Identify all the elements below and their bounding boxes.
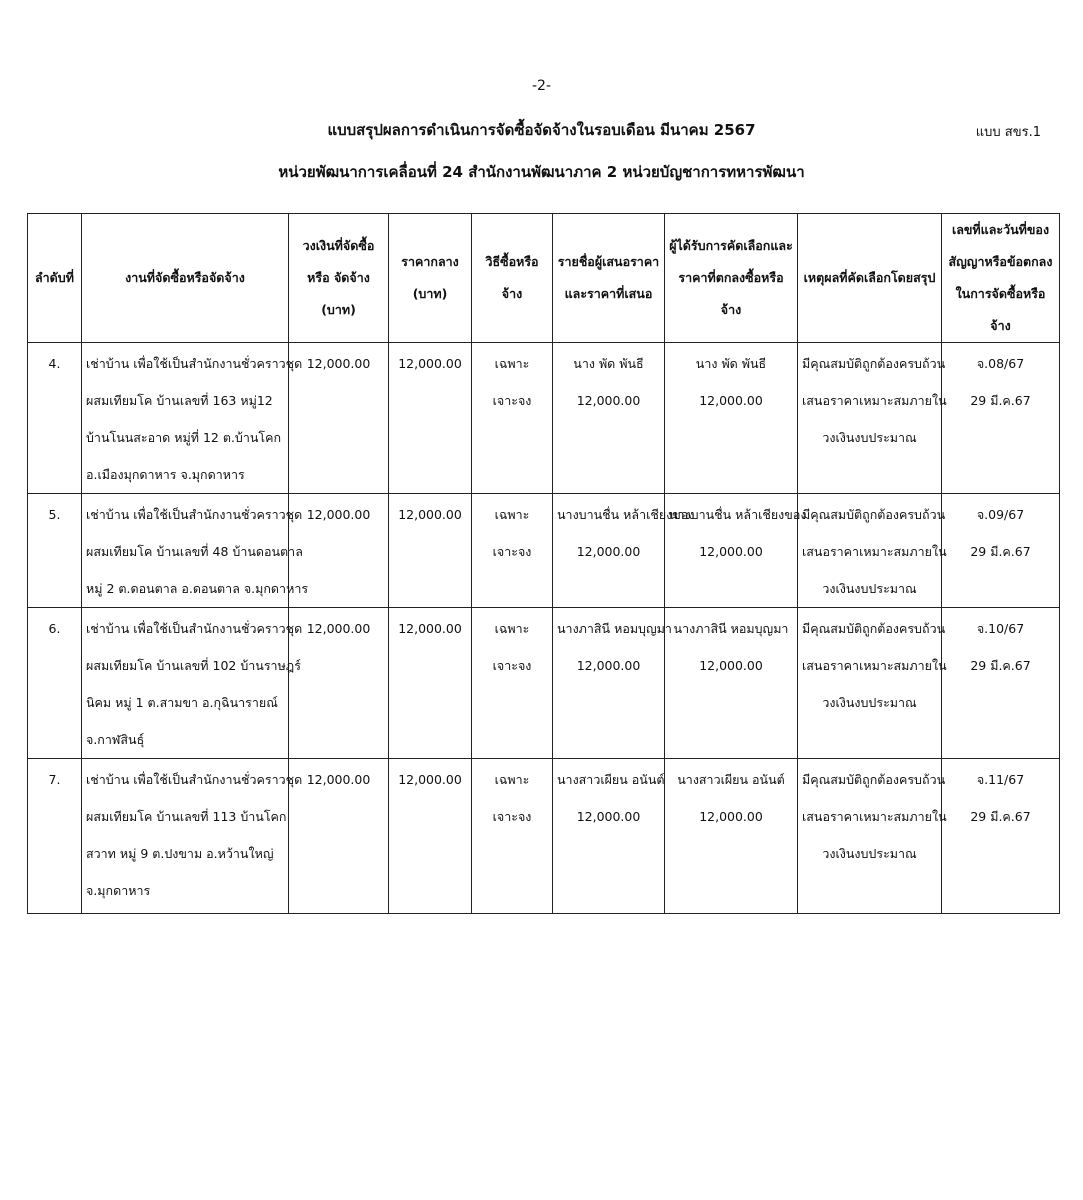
- row-number: 6.: [28, 608, 82, 759]
- table-row: [28, 608, 1060, 759]
- reason-line: วงเงินงบประมาณ: [822, 846, 917, 861]
- work-line: ผสมเทียมโค บ้านเลขที่ 102 บ้านราษฎร์: [86, 658, 301, 673]
- winner-cell: [665, 759, 798, 914]
- winner-cell: [665, 343, 798, 494]
- winner-cell: [665, 608, 798, 759]
- header-winner: ผู้ได้รับการคัดเลือกและ ราคาที่ตกลงซื้อหรือจ้าง: [665, 214, 798, 343]
- budget-value: 12,000.00: [289, 494, 389, 608]
- work-description: [82, 608, 303, 759]
- bidder-name: นางภาสินี หอมบุญมา: [557, 621, 672, 636]
- reason-line: มีคุณสมบัติถูกต้องครบถ้วน: [802, 772, 946, 787]
- reason-line: เสนอราคาเหมาะสมภายใน: [802, 544, 947, 559]
- reason-line: มีคุณสมบัติถูกต้องครบถ้วน: [802, 356, 946, 371]
- header-bidders: รายชื่อผู้เสนอราคา และราคาที่เสนอ: [553, 214, 665, 343]
- method-value: เฉพาะเจาะจง: [472, 608, 553, 759]
- contract-date: 29 มี.ค.67: [970, 544, 1031, 559]
- bidder-price: 12,000.00: [576, 809, 641, 824]
- bidder-cell: [553, 494, 695, 608]
- header-budget: วงเงินที่จัดซื้อหรือ จัดจ้าง (บาท): [289, 214, 389, 343]
- contract-number: จ.08/67: [976, 356, 1025, 371]
- work-line: ผสมเทียมโค บ้านเลขที่ 48 บ้านดอนตาล: [86, 544, 303, 559]
- reason-line: มีคุณสมบัติถูกต้องครบถ้วน: [802, 507, 946, 522]
- reason-line: เสนอราคาเหมาะสมภายใน: [802, 393, 947, 408]
- contract-cell: [942, 608, 1060, 759]
- work-line: บ้านโนนสะอาด หมู่ที่ 12 ต.บ้านโคก: [86, 430, 282, 445]
- bidder-cell: [553, 608, 672, 759]
- reason-line: วงเงินงบประมาณ: [822, 430, 917, 445]
- header-reason: เหตุผลที่คัดเลือกโดยสรุป: [798, 214, 942, 343]
- work-line: เช่าบ้าน เพื่อใช้เป็นสำนักงานชั่วคราวชุด: [86, 507, 303, 522]
- method-value: เฉพาะเจาะจง: [472, 759, 553, 914]
- reason-cell: [798, 608, 947, 759]
- winner-name: นางสาวเผียน อนันต์: [677, 772, 785, 787]
- header-sequence: ลำดับที่: [28, 214, 82, 343]
- header-contract: เลขที่และวันที่ของ สัญญาหรือข้อตกลง ในการจัดซื้อหรือจ้าง: [942, 214, 1060, 343]
- contract-cell: [942, 759, 1060, 914]
- bidder-cell: [553, 343, 665, 494]
- contract-number: จ.10/67: [976, 621, 1025, 636]
- row-number: 4.: [28, 343, 82, 494]
- work-line: เช่าบ้าน เพื่อใช้เป็นสำนักงานชั่วคราวชุด: [86, 356, 303, 371]
- work-line: หมู่ 2 ต.ดอนตาล อ.ดอนตาล จ.มุกดาหาร: [86, 581, 309, 596]
- method-value: เฉพาะเจาะจง: [472, 343, 553, 494]
- row-number: 5.: [28, 494, 82, 608]
- reason-line: วงเงินงบประมาณ: [822, 581, 917, 596]
- budget-value: 12,000.00: [289, 608, 389, 759]
- work-description: [82, 759, 303, 914]
- bidder-cell: [553, 759, 665, 914]
- procurement-summary-table: [27, 213, 1060, 914]
- winner-name: นางบานชื่น หล้าเชียงของ: [669, 507, 807, 522]
- form-code: แบบ สขร.1: [975, 125, 1041, 140]
- work-line: ผสมเทียมโค บ้านเลขที่ 113 บ้านโคก: [86, 809, 287, 824]
- document-title: แบบสรุปผลการดำเนินการจัดซื้อจัดจ้างในรอบเดือน มีนาคม 2567: [327, 121, 756, 139]
- winner-price: 12,000.00: [699, 658, 763, 673]
- contract-date: 29 มี.ค.67: [970, 809, 1031, 824]
- winner-name: นาง พัด พันธี: [695, 356, 767, 371]
- reason-line: เสนอราคาเหมาะสมภายใน: [802, 658, 947, 673]
- reason-cell: [798, 343, 947, 494]
- bidder-name: นางบานชื่น หล้าเชียงของ: [557, 507, 695, 522]
- winner-name: นางภาสินี หอมบุญมา: [673, 621, 789, 636]
- header-median-price: ราคากลาง (บาท): [389, 214, 472, 343]
- reason-cell: [798, 494, 947, 608]
- work-line: จ.กาฬสินธุ์: [86, 732, 145, 747]
- reason-line: เสนอราคาเหมาะสมภายใน: [802, 809, 947, 824]
- contract-date: 29 มี.ค.67: [970, 393, 1031, 408]
- table-row: [28, 494, 1060, 608]
- bidder-name: นาง พัด พันธี: [573, 356, 644, 371]
- work-description: [82, 494, 309, 608]
- winner-price: 12,000.00: [699, 393, 763, 408]
- budget-value: 12,000.00: [289, 343, 389, 494]
- contract-cell: [942, 343, 1060, 494]
- winner-cell: [665, 494, 807, 608]
- work-line: เช่าบ้าน เพื่อใช้เป็นสำนักงานชั่วคราวชุด: [86, 621, 303, 636]
- winner-price: 12,000.00: [699, 809, 763, 824]
- contract-date: 29 มี.ค.67: [970, 658, 1031, 673]
- bidder-price: 12,000.00: [576, 393, 641, 408]
- work-description: [82, 343, 303, 494]
- median-price-value: 12,000.00: [389, 608, 472, 759]
- reason-line: วงเงินงบประมาณ: [822, 695, 917, 710]
- work-line: อ.เมืองมุกดาหาร จ.มุกดาหาร: [86, 467, 245, 482]
- row-number: 7.: [28, 759, 82, 914]
- work-line: สวาท หมู่ 9 ต.ปงขาม อ.หว้านใหญ่: [86, 846, 274, 861]
- method-value: เฉพาะเจาะจง: [472, 494, 553, 608]
- work-line: นิคม หมู่ 1 ต.สามขา อ.กุฉินารายณ์: [86, 695, 278, 710]
- contract-number: จ.11/67: [976, 772, 1025, 787]
- winner-price: 12,000.00: [699, 544, 763, 559]
- reason-line: มีคุณสมบัติถูกต้องครบถ้วน: [802, 621, 946, 636]
- contract-number: จ.09/67: [976, 507, 1025, 522]
- bidder-price: 12,000.00: [576, 544, 641, 559]
- table-row: [28, 759, 1060, 914]
- work-line: จ.มุกดาหาร: [86, 883, 151, 898]
- table-row: [28, 343, 1060, 494]
- median-price-value: 12,000.00: [389, 494, 472, 608]
- contract-cell: [942, 494, 1060, 608]
- header-method: วิธีซื้อหรือจ้าง: [472, 214, 553, 343]
- header-work: งานที่จัดซื้อหรือจัดจ้าง: [82, 214, 289, 343]
- table-header-row: [28, 214, 1060, 343]
- document-subtitle: หน่วยพัฒนาการเคลื่อนที่ 24 สำนักงานพัฒนาภาค 2 หน่วยบัญชาการทหารพัฒนา: [278, 163, 805, 181]
- reason-cell: [798, 759, 947, 914]
- budget-value: 12,000.00: [289, 759, 389, 914]
- work-line: ผสมเทียมโค บ้านเลขที่ 163 หมู่12: [86, 393, 273, 408]
- median-price-value: 12,000.00: [389, 759, 472, 914]
- bidder-name: นางสาวเผียน อนันต์: [557, 772, 665, 787]
- page-number: -2-: [531, 78, 551, 94]
- median-price-value: 12,000.00: [389, 343, 472, 494]
- bidder-price: 12,000.00: [576, 658, 641, 673]
- work-line: เช่าบ้าน เพื่อใช้เป็นสำนักงานชั่วคราวชุด: [86, 772, 303, 787]
